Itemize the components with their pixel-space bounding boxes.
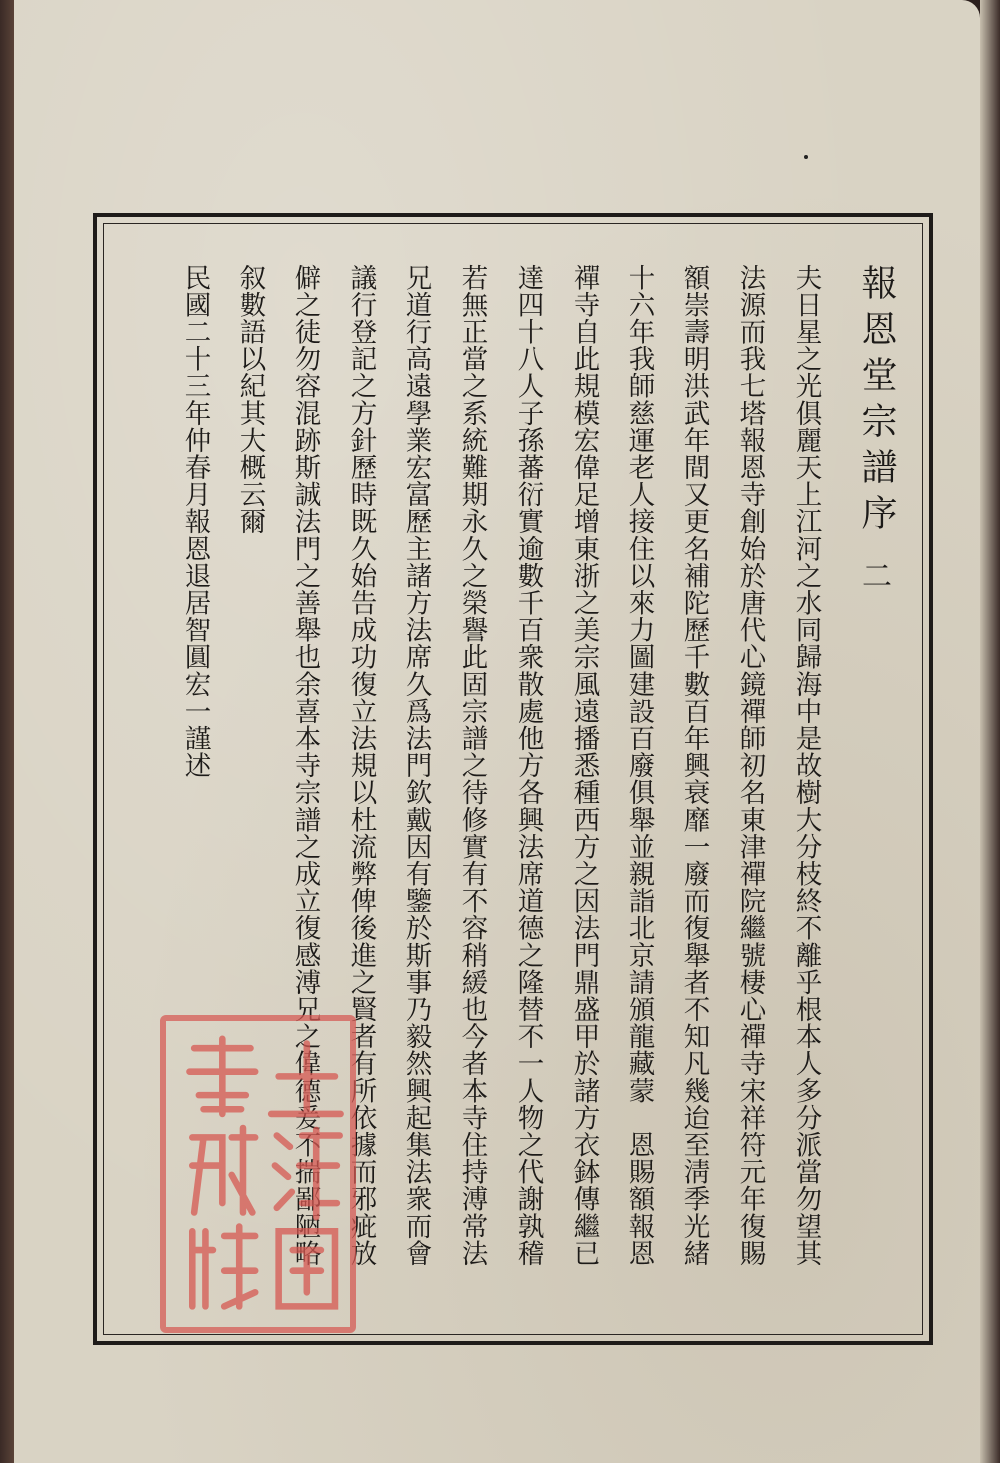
- body-column-9: 議行登記之方針歷時既久始告成功復立法規以杜流弊俾後進之賢者有所依據而邪疵放: [345, 264, 377, 1267]
- body-column-7: 若無正當之系統難期永久之榮譽此固宗譜之待修實有不容稍緩也今者本寺住持溥常法: [456, 264, 488, 1267]
- body-column-6: 達四十八人子孫蕃衍實逾數千百衆散處他方各興法席道德之隆替不一人物之代謝孰稽: [512, 264, 544, 1267]
- book-binding: [0, 0, 14, 1463]
- body-column-8: 兄道行高遠學業宏富歷主諸方法席久爲法門欽戴因有鑒於斯事乃毅然興起集法衆而會: [400, 264, 432, 1267]
- ink-speck: [804, 155, 808, 159]
- body-column-2: 法源而我七塔報恩寺創始於唐代心鏡禪師初名東津禪院繼號棲心禪寺宋祥符元年復賜: [734, 264, 766, 1267]
- page-title: 報恩堂宗譜序: [856, 264, 897, 540]
- body-column-11: 叙數語以紀其大概云爾: [234, 264, 266, 535]
- body-column-10: 僻之徒勿容混跡斯誠法門之善舉也余喜本寺宗譜之成立復感溥兄之偉德爰不揣鄙陋略: [289, 264, 321, 1267]
- body-column-3: 額崇壽明洪武年間又更名補陀歷千數百年興衰靡一廢而復舉者不知凡幾迨至淸季光緒: [678, 264, 710, 1267]
- body-column-1: 夫日星之光俱麗天上江河之水同歸海中是故樹大分枝終不離乎根本人多分派當勿望其: [790, 264, 822, 1267]
- body-column-5: 禪寺自此規模宏偉足增東浙之美宗風遠播悉種西方之因法門鼎盛甲於諸方衣鉢傳繼已: [568, 264, 600, 1267]
- body-column-4: 十六年我師慈運老人接住以來力圖建設百廢俱舉並親詣北京請頒龍藏蒙 恩賜額報恩: [623, 264, 655, 1267]
- page-number: 二: [856, 560, 891, 600]
- library-seal-graphic: [166, 1021, 350, 1327]
- page-edge: [980, 0, 1000, 1463]
- library-seal-stamp: [160, 1015, 356, 1333]
- signature-column: 民國二十三年仲春月報恩退居智圓宏一謹述: [179, 264, 211, 779]
